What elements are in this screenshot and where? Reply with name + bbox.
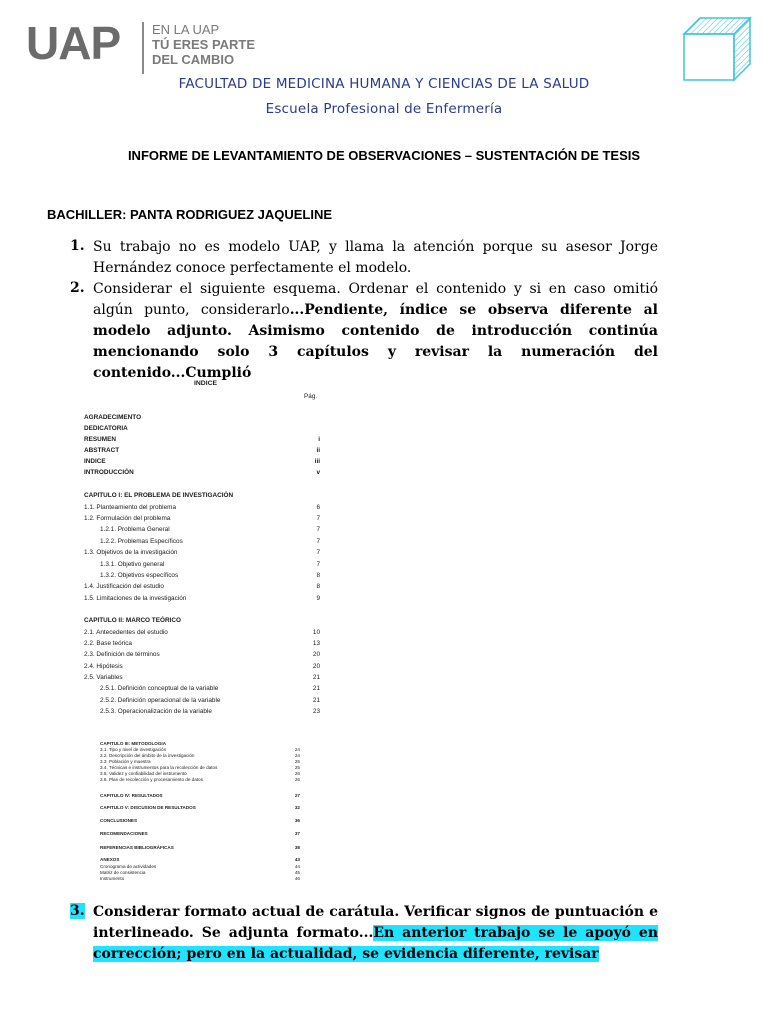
toc-entry-page: 43 xyxy=(294,857,300,862)
toc-entry xyxy=(84,436,320,444)
toc-entry xyxy=(84,583,320,591)
toc-entry-title: INTRODUCCIÓN xyxy=(84,469,134,476)
toc-entry xyxy=(100,793,300,798)
toc-entry xyxy=(84,595,320,603)
toc-entry-title: 2.5.2. Definición operacional de la variable xyxy=(100,697,221,704)
toc-entry xyxy=(100,864,300,869)
toc-entry xyxy=(84,617,320,625)
toc-entry xyxy=(84,469,320,477)
item-2-status: ...Pendiente, índice se observa diferente al modelo adjunto. Asimismo contenido de introducción continúa mencionando solo 3 capítulos y revisar la numeración del contenido...Cumplió xyxy=(93,302,658,381)
toc-entry-page: 24 xyxy=(294,753,300,758)
school-name: Escuela Profesional de Enfermería xyxy=(265,101,503,117)
toc-entry-page: 7 xyxy=(316,549,320,556)
toc-entry xyxy=(84,651,320,659)
toc-entry-page: 45 xyxy=(294,870,300,875)
slogan xyxy=(152,22,255,67)
toc-entry-title: REFERENCIAS BIBLIOGRÁFICAS xyxy=(100,845,174,850)
toc-page-header: Pág. xyxy=(304,393,318,400)
toc-entry xyxy=(100,876,300,881)
toc-entry-title: 1.1. Planteamiento del problema xyxy=(84,504,177,511)
toc-entry xyxy=(100,805,300,810)
toc-entry xyxy=(84,447,320,455)
item-number-2: 2. xyxy=(70,280,85,296)
toc-entry-page: 26 xyxy=(294,771,300,776)
toc-entry xyxy=(84,549,320,557)
toc-entry-page: 23 xyxy=(312,708,320,715)
toc-entry-title: 3.2. Descripción del ámbito de la investigación xyxy=(100,753,195,758)
toc-entry-page: i xyxy=(318,436,320,443)
toc-entry xyxy=(100,741,300,746)
toc-entry-title: CAPITULO IV: RESULTADOS xyxy=(100,793,163,798)
item-number-3: 3. xyxy=(70,903,85,919)
toc-entry-page: 46 xyxy=(294,876,300,881)
toc-entry xyxy=(84,697,320,705)
toc-entry-title: 3.1. Tipo y nivel de investigación xyxy=(100,747,167,752)
toc-entry-page: 37 xyxy=(294,831,300,836)
toc-entry-title: DEDICATORIA xyxy=(84,425,128,432)
logo-divider xyxy=(142,22,144,74)
item-text-3 xyxy=(93,902,658,965)
toc-entry-page: 26 xyxy=(294,777,300,782)
toc-entry-title: 2.2. Base teórica xyxy=(84,640,132,647)
toc-entry xyxy=(84,538,320,546)
toc-entry-page: 8 xyxy=(316,572,320,579)
toc-entry xyxy=(84,515,320,523)
uap-logo: UAP xyxy=(26,17,121,69)
toc-entry-page: v xyxy=(316,469,320,476)
toc-entry xyxy=(100,747,300,752)
toc-entry-page: 32 xyxy=(294,805,300,810)
toc-entry xyxy=(84,629,320,637)
item-2-instruction: Considerar el siguiente esquema. Ordenar el contenido y si en caso omitió algún punto, considerarlo xyxy=(93,281,658,318)
toc-entry xyxy=(84,674,320,682)
toc-entry-page: 7 xyxy=(316,561,320,568)
item-3-highlight: En anterior trabajo se le apoyó en corrección; pero en la actualidad, se evidencia diferente, revisar xyxy=(93,925,659,962)
toc-entry-page: 25 xyxy=(294,759,300,764)
toc-entry xyxy=(100,777,300,782)
toc-entry-page: 13 xyxy=(312,640,320,647)
toc-entry xyxy=(100,831,300,836)
toc-entry xyxy=(84,526,320,534)
toc-entry xyxy=(84,561,320,569)
toc-entry-page: 21 xyxy=(312,674,320,681)
toc-entry-title: 2.5.3. Operacionalización de la variable xyxy=(100,708,212,715)
toc-entry-page: 44 xyxy=(294,864,300,869)
toc-entry-title: RESUMEN xyxy=(84,436,116,443)
toc-entry xyxy=(100,771,300,776)
toc-entry xyxy=(84,492,320,500)
toc-entry-title: 1.3.2. Objetivos específicos xyxy=(100,572,179,579)
toc-entry-title: 1.3. Objetivos de la investigación xyxy=(84,549,178,556)
toc-entry-title: Matriz de consistencia xyxy=(100,870,146,875)
toc-entry xyxy=(84,663,320,671)
toc-entry-title: CAPITULO II: MARCO TEÓRICO xyxy=(84,617,181,624)
toc-entry xyxy=(100,818,300,823)
toc-title: INDICE xyxy=(194,380,218,387)
toc-entry-page: iii xyxy=(314,458,320,465)
toc-entry-page: 21 xyxy=(312,697,320,704)
toc-entry xyxy=(84,640,320,648)
toc-entry-title: RECOMENDACIONES xyxy=(100,831,148,836)
item-text-1: Su trabajo no es modelo UAP, y llama la atención porque su asesor Jorge Hernández conoce perfectamente el modelo. xyxy=(93,239,658,276)
toc-entry-title: Instrumento xyxy=(100,876,125,881)
toc-entry-title: 1.3.1. Objetivo general xyxy=(100,561,165,568)
item-3-instruction: Considerar formato actual de carátula. Verificar signos de puntuación e interlineado. Se adjunta formato... xyxy=(93,904,658,941)
toc-entry-page: 10 xyxy=(312,629,320,636)
toc-entry xyxy=(100,765,300,770)
toc-entry-title: ABSTRACT xyxy=(84,447,120,454)
toc-entry xyxy=(84,458,320,466)
toc-entry-page: 7 xyxy=(316,526,320,533)
bachiller-name: BACHILLER: PANTA RODRIGUEZ JAQUELINE xyxy=(47,207,333,222)
toc-entry-title: 1.4. Justificación del estudio xyxy=(84,583,164,590)
toc-entry-page: 8 xyxy=(316,583,320,590)
toc-entry-title: CAPITULO V: DISCUSION DE RESULTADOS xyxy=(100,805,196,810)
toc-entry xyxy=(100,759,300,764)
toc-entry-page: 27 xyxy=(294,793,300,798)
toc-entry-title: ANEXOS xyxy=(100,857,120,862)
slogan-line-1: EN LA UAP xyxy=(152,22,220,37)
toc-entry-title: Cronograma de actividades xyxy=(100,864,157,869)
toc-entry xyxy=(100,753,300,758)
toc-entry xyxy=(84,504,320,512)
toc-entry-page: 24 xyxy=(294,747,300,752)
document-title: INFORME DE LEVANTAMIENTO DE OBSERVACIONES – SUSTENTACIÓN DE TESIS xyxy=(127,148,641,163)
toc-entry-title: CAPITULO III: METODOLOGIA xyxy=(100,741,167,746)
toc-entry-title: 1.2.1. Problema General xyxy=(100,526,170,533)
toc-entry-title: 1.2. Formulación del problema xyxy=(84,515,171,522)
toc-entry-page: 25 xyxy=(294,765,300,770)
toc-entry xyxy=(100,870,300,875)
toc-entry-page: ii xyxy=(316,447,320,454)
toc-entry xyxy=(84,685,320,693)
toc-entry-page: 21 xyxy=(312,685,320,692)
toc-entry-title: 3.6. Plan de recolección y procesamiento de datos xyxy=(100,777,203,782)
toc-entry-title: 2.1. Antecedentes del estudio xyxy=(84,629,168,636)
toc-entry-title: CONCLUSIONES xyxy=(100,818,138,823)
toc-entry-title: 3.4. Técnicas e instrumentos para la recolección de datos xyxy=(100,765,218,770)
toc-entry-title: CAPITULO I: EL PROBLEMA DE INVESTIGACIÓN xyxy=(84,492,234,499)
toc-entry-title: 2.5. Variables xyxy=(84,674,123,681)
item-text-2 xyxy=(93,279,658,384)
toc-entry xyxy=(84,708,320,716)
slogan-line-3: DEL CAMBIO xyxy=(152,52,235,67)
toc-entry-page: 7 xyxy=(316,515,320,522)
toc-entry-page: 6 xyxy=(316,504,320,511)
toc-entry xyxy=(84,425,320,433)
toc-entry-title: 3.3. Población y muestra xyxy=(100,759,151,764)
toc-entry-title: 1.2.2. Problemas Específicos xyxy=(100,538,183,545)
toc-entry-title: 1.5. Limitaciones de la investigación xyxy=(84,595,187,602)
cube-icon xyxy=(680,16,752,82)
toc-entry-title: 2.3. Definición de términos xyxy=(84,651,160,658)
toc-entry-title: 2.5.1. Definición conceptual de la variable xyxy=(100,685,219,692)
toc-entry-page: 38 xyxy=(294,845,300,850)
toc-entry xyxy=(84,572,320,580)
toc-entry xyxy=(84,414,320,422)
toc-entry-page: 36 xyxy=(294,818,300,823)
toc-entry xyxy=(100,857,300,862)
item-number-1: 1. xyxy=(70,238,85,254)
toc-entry-page: 20 xyxy=(312,651,320,658)
toc-entry-page: 9 xyxy=(316,595,320,602)
toc-entry-page: 20 xyxy=(312,663,320,670)
toc-entry-title: AGRADECIMENTO xyxy=(84,414,142,421)
slogan-line-2: TÚ ERES PARTE xyxy=(152,37,256,52)
toc-entry-title: INDICE xyxy=(84,458,106,465)
toc-entry-page: 7 xyxy=(316,538,320,545)
toc-entry-title: 2.4. Hipótesis xyxy=(84,663,123,670)
toc-entry-title: 3.5. Validez y confiabilidad del instrumento xyxy=(100,771,187,776)
toc-entry xyxy=(100,845,300,850)
faculty-name: FACULTAD DE MEDICINA HUMANA Y CIENCIAS DE LA SALUD xyxy=(178,76,590,92)
